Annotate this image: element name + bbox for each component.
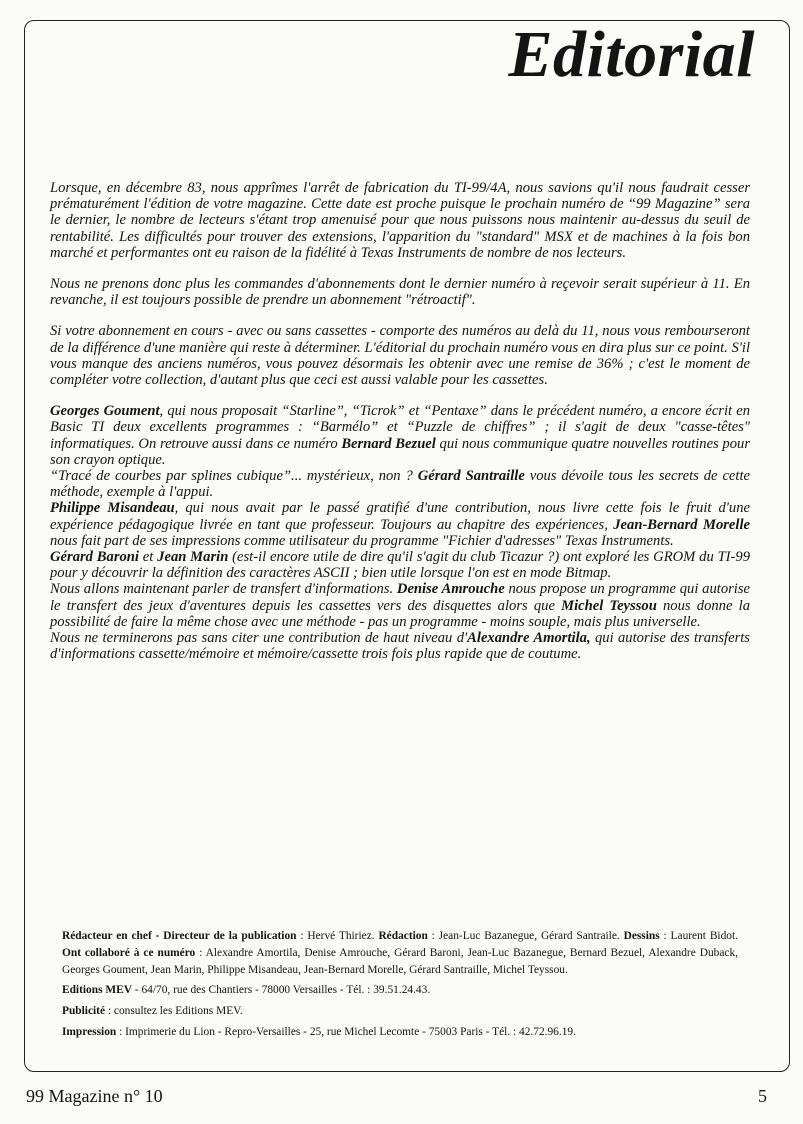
bold-name: Publicité xyxy=(62,1005,106,1018)
text-run: qui autorise des transferts d'informations cassette/mémoire et mémoire/cassette trois fois plus rapide que de coutume. xyxy=(50,630,750,663)
bold-name: Rédaction xyxy=(378,930,428,942)
text-run: - 64/70, rue des Chantiers - 78000 Versailles - Tél. : 39.51.24.43. xyxy=(131,984,431,997)
bold-name: Editions MEV xyxy=(62,984,132,997)
text-run: : Jean-Luc Bazanegue, Gérard Santraile. xyxy=(427,930,624,942)
bold-name: Philippe Misandeau xyxy=(50,500,175,517)
bold-name: Impression xyxy=(62,1025,117,1038)
contributor-paragraph xyxy=(50,630,750,662)
text-run: qui nous communique quatre nouvelles routines pour son crayon optique. xyxy=(50,435,750,468)
bold-name: Jean-Bernard Morelle xyxy=(613,516,750,533)
text-run: nous propose un programme qui autorise le transfert des jeux d'aventures depuis les cassettes vers des disquettes alors que xyxy=(50,581,751,614)
text-run: vous dévoile tous les secrets de cette méthode, exemple à l'appui. xyxy=(50,468,750,501)
text-run: Nous ne prenons donc plus les commandes d'abonnements dont le dernier numéro à reçevoir serait supérieur à 11. En revanche, il est toujours possible de prendre un abonnement "rétroactif". xyxy=(50,276,750,309)
footer-magazine-issue: 99 Magazine n° 10 xyxy=(26,1086,163,1106)
bold-name: Ont collaboré à ce numéro xyxy=(62,946,196,959)
text-run: Lorsque, en décembre 83, nous apprîmes l'arrêt de fabrication du TI-99/4A, nous savions qu'il nous faudrait cesser prématurément l'édition de votre magazine. Cette date est proche puisque le prochain numéro de “99 Magazine” sera le dernier, le nombre de lecteurs s'étant trop amenuisé pour que nous puissons nous maintenir au-dessus du seuil de rentabilité. Les difficultés pour trouver des extensions, l'apparition du "standard" MSX et de machines à la fois bon marché et performantes ont eu raison de la fidélité à Texas Instruments de nombre de nos lecteurs. xyxy=(50,180,750,261)
bold-name: Bernard Bezuel xyxy=(341,435,436,452)
text-run: nous fait part de ses impressions comme utilisateur du programme "Fichier d'adresses" Texas Instruments. xyxy=(50,532,674,549)
text-run: (est-il encore utile de dire qu'il s'agit du club Ticazur ?) ont exploré les GROM du TI-99 pour y découvrir la définition des caractères ASCII ; bien utile lorsque l'on est en mode Bitmap. xyxy=(50,549,750,582)
credits-line xyxy=(62,1024,738,1041)
credits-line xyxy=(62,982,738,999)
text-run: Si votre abonnement en cours - avec ou sans cassettes - comporte des numéros au delà du 11, nous vous rembourseront de la différence d'une manière qui reste à déterminer. L'éditorial du prochain numéro vous en dira plus sur ce point. S'il vous manque des anciens numéros, vous pouvez désormais les obtenir avec une remise de 36% ; c'est le moment de compléter votre collection, d'autant plus que ceci est aussi valable pour les cassettes. xyxy=(50,323,750,389)
contributor-paragraph xyxy=(50,549,750,581)
credits-line xyxy=(62,928,738,978)
bold-name: Denise Amrouche xyxy=(396,581,505,598)
contributor-paragraph xyxy=(50,403,750,468)
footer-page-number: 5 xyxy=(758,1086,767,1106)
paragraph xyxy=(50,323,750,388)
bold-name: Alexandre Amortila, xyxy=(467,630,591,647)
text-run: : consultez les Editions MEV. xyxy=(105,1005,243,1018)
text-run: : Imprimerie du Lion - Repro-Versailles - 25, rue Michel Lecomte - 75003 Paris - Tél. : 42.72.96.19. xyxy=(116,1025,576,1038)
masthead-credits xyxy=(62,928,738,1045)
contributor-paragraph xyxy=(50,468,750,500)
bold-name: Georges Goument xyxy=(50,403,160,420)
credits-line xyxy=(62,1003,738,1020)
bold-name: Jean Marin xyxy=(157,549,229,566)
paragraph xyxy=(50,276,750,308)
contributor-paragraph xyxy=(50,581,750,630)
text-run: Nous ne terminerons pas sans citer une contribution de haut niveau d' xyxy=(50,630,468,647)
text-run: : Laurent Bidot. xyxy=(659,930,738,942)
bold-name: Rédacteur en chef - Directeur de la publication xyxy=(62,930,297,942)
bold-name: Michel Teyssou xyxy=(561,597,657,614)
text-run: nous donne la possibilité de faire la même chose avec une méthode - pas un programme - moins souple, mais plus universelle. xyxy=(50,597,750,630)
text-run: : Hervé Thiriez. xyxy=(296,930,379,942)
page-title: Editorial xyxy=(508,18,755,91)
text-run: et xyxy=(138,549,158,566)
bold-name: Gérard Santraille xyxy=(417,468,525,485)
paragraph xyxy=(50,180,750,261)
text-run: , qui nous avait par le passé gratifié d'une contribution, nous livre cette fois le fruit d'une expérience pédagogique livrée en tant que professeur. Toujours au chapitre des expériences, xyxy=(50,500,750,533)
editorial-body xyxy=(50,180,750,662)
text-run: “Tracé de courbes par splines cubique”... mystérieux, non ? xyxy=(50,468,418,485)
text-run: Nous allons maintenant parler de transfert d'informations. xyxy=(50,581,397,598)
text-run: , qui nous proposait “Starline”, “Ticrok” et “Pentaxe” dans le précédent numéro, a encore écrit en Basic TI deux excellents programmes : “Barmélo” et “Puzzle de chiffres” ; il s'agit de deux "casse-têtes" informatiques. On retrouve aussi dans ce numéro xyxy=(50,403,750,452)
text-run: : Alexandre Amortila, Denise Amrouche, Gérard Baroni, Jean-Luc Bazanegue, Bernard Bezuel, Alexandre Duback, Georges Goument, Jean Marin, Philippe Misandeau, Jean-Bernard Morelle, Gérard Santraille, Michel Teyssou. xyxy=(62,946,738,976)
bold-name: Dessins xyxy=(623,930,660,942)
bold-name: Gérard Baroni xyxy=(50,549,139,566)
contributor-paragraph xyxy=(50,500,750,549)
